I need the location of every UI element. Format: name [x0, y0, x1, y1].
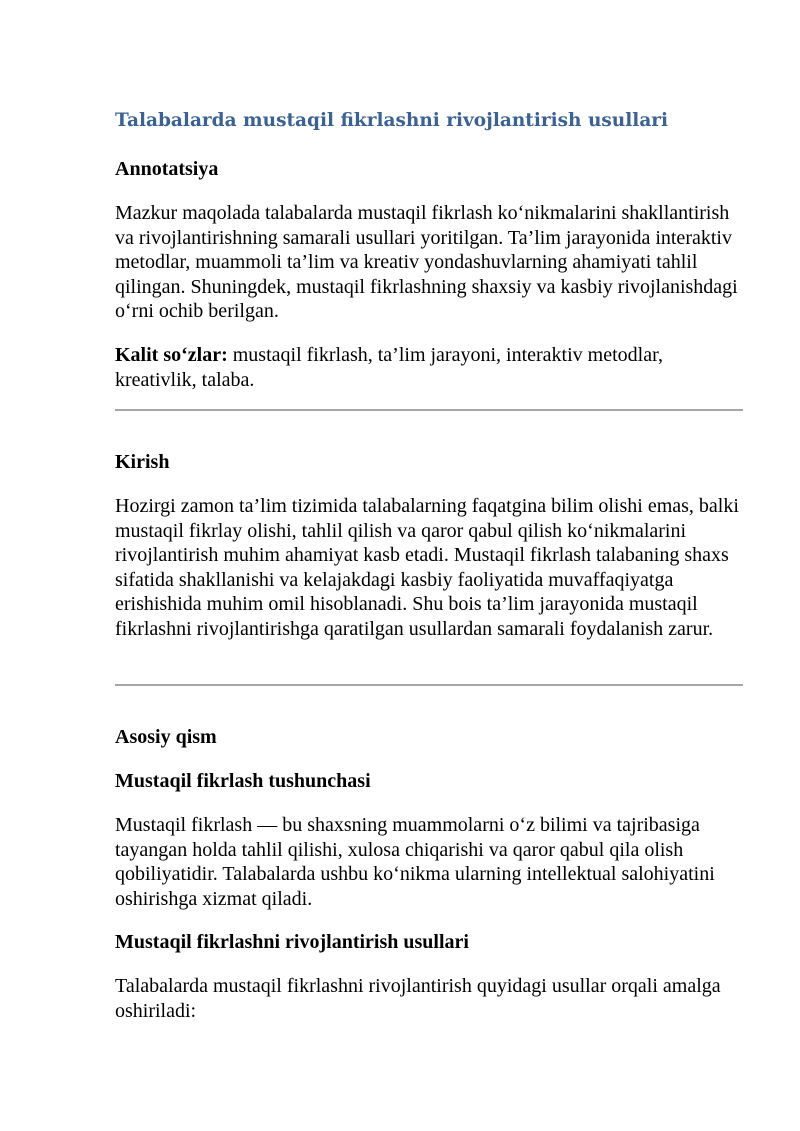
- keywords-label: Kalit so‘zlar:: [115, 344, 228, 366]
- document-title: Talabalarda mustaqil fikrlashni rivojlantirish usullari: [115, 110, 669, 131]
- methods-text: Talabalarda mustaqil fikrlashni rivojlantirish quyidagi usullar orqali amalga oshiriladi:: [115, 975, 721, 1022]
- keywords-text: mustaqil fikrlash, ta’lim jarayoni, interaktiv metodlar, kreativlik, talaba.: [115, 344, 663, 391]
- main-heading: Asosiy qism: [115, 726, 217, 748]
- intro-text: Hozirgi zamon ta’lim tizimida talabalarning faqatgina bilim olishi emas, balki mustaqil fikrlay olishi, tahlil qilish va qaror qabul qilish ko‘nikmalarini rivojlantirish muhim ahamiyat kasb etadi. Mustaqil fikrlash talabaning shaxs sifatida shakllanishi va kelajakdagi kasbiy faoliyatida muvaffaqiyatga erishishida muhim omil hisoblanadi. Shu bois ta’lim jarayonida mustaqil fikrlashni rivojlantirishga qaratilgan usullardan samarali foydalanish zarur.: [115, 495, 739, 640]
- methods-heading: Mustaqil fikrlashni rivojlantirish usullari: [115, 931, 469, 953]
- section-divider: [115, 409, 743, 411]
- intro-heading: Kirish: [115, 451, 170, 473]
- annotation-heading: Annotatsiya: [115, 158, 219, 180]
- annotation-text: Mazkur maqolada talabalarda mustaqil fikrlash ko‘nikmalarini shakllantirish va rivojlantirishning samarali usullari yoritilgan. Ta’lim jarayonida interaktiv metodlar, muammoli ta’lim va kreativ yondashuvlarning ahamiyati tahlil qilingan. Shuningdek, mustaqil fikrlashning shaxsiy va kasbiy rivojlanishdagi o‘rni ochib berilgan.: [115, 202, 738, 323]
- concept-text: Mustaqil fikrlash — bu shaxsning muammolarni o‘z bilimi va tajribasiga tayangan holda tahlil qilishi, xulosa chiqarishi va qaror qabul qila olish qobiliyatidir. Talabalarda ushbu ko‘nikma ularning intellektual salohiyatini oshirishga xizmat qiladi.: [115, 814, 715, 910]
- keywords-paragraph: [115, 343, 743, 392]
- section-divider: [115, 684, 743, 686]
- concept-heading: Mustaqil fikrlash tushunchasi: [115, 770, 371, 792]
